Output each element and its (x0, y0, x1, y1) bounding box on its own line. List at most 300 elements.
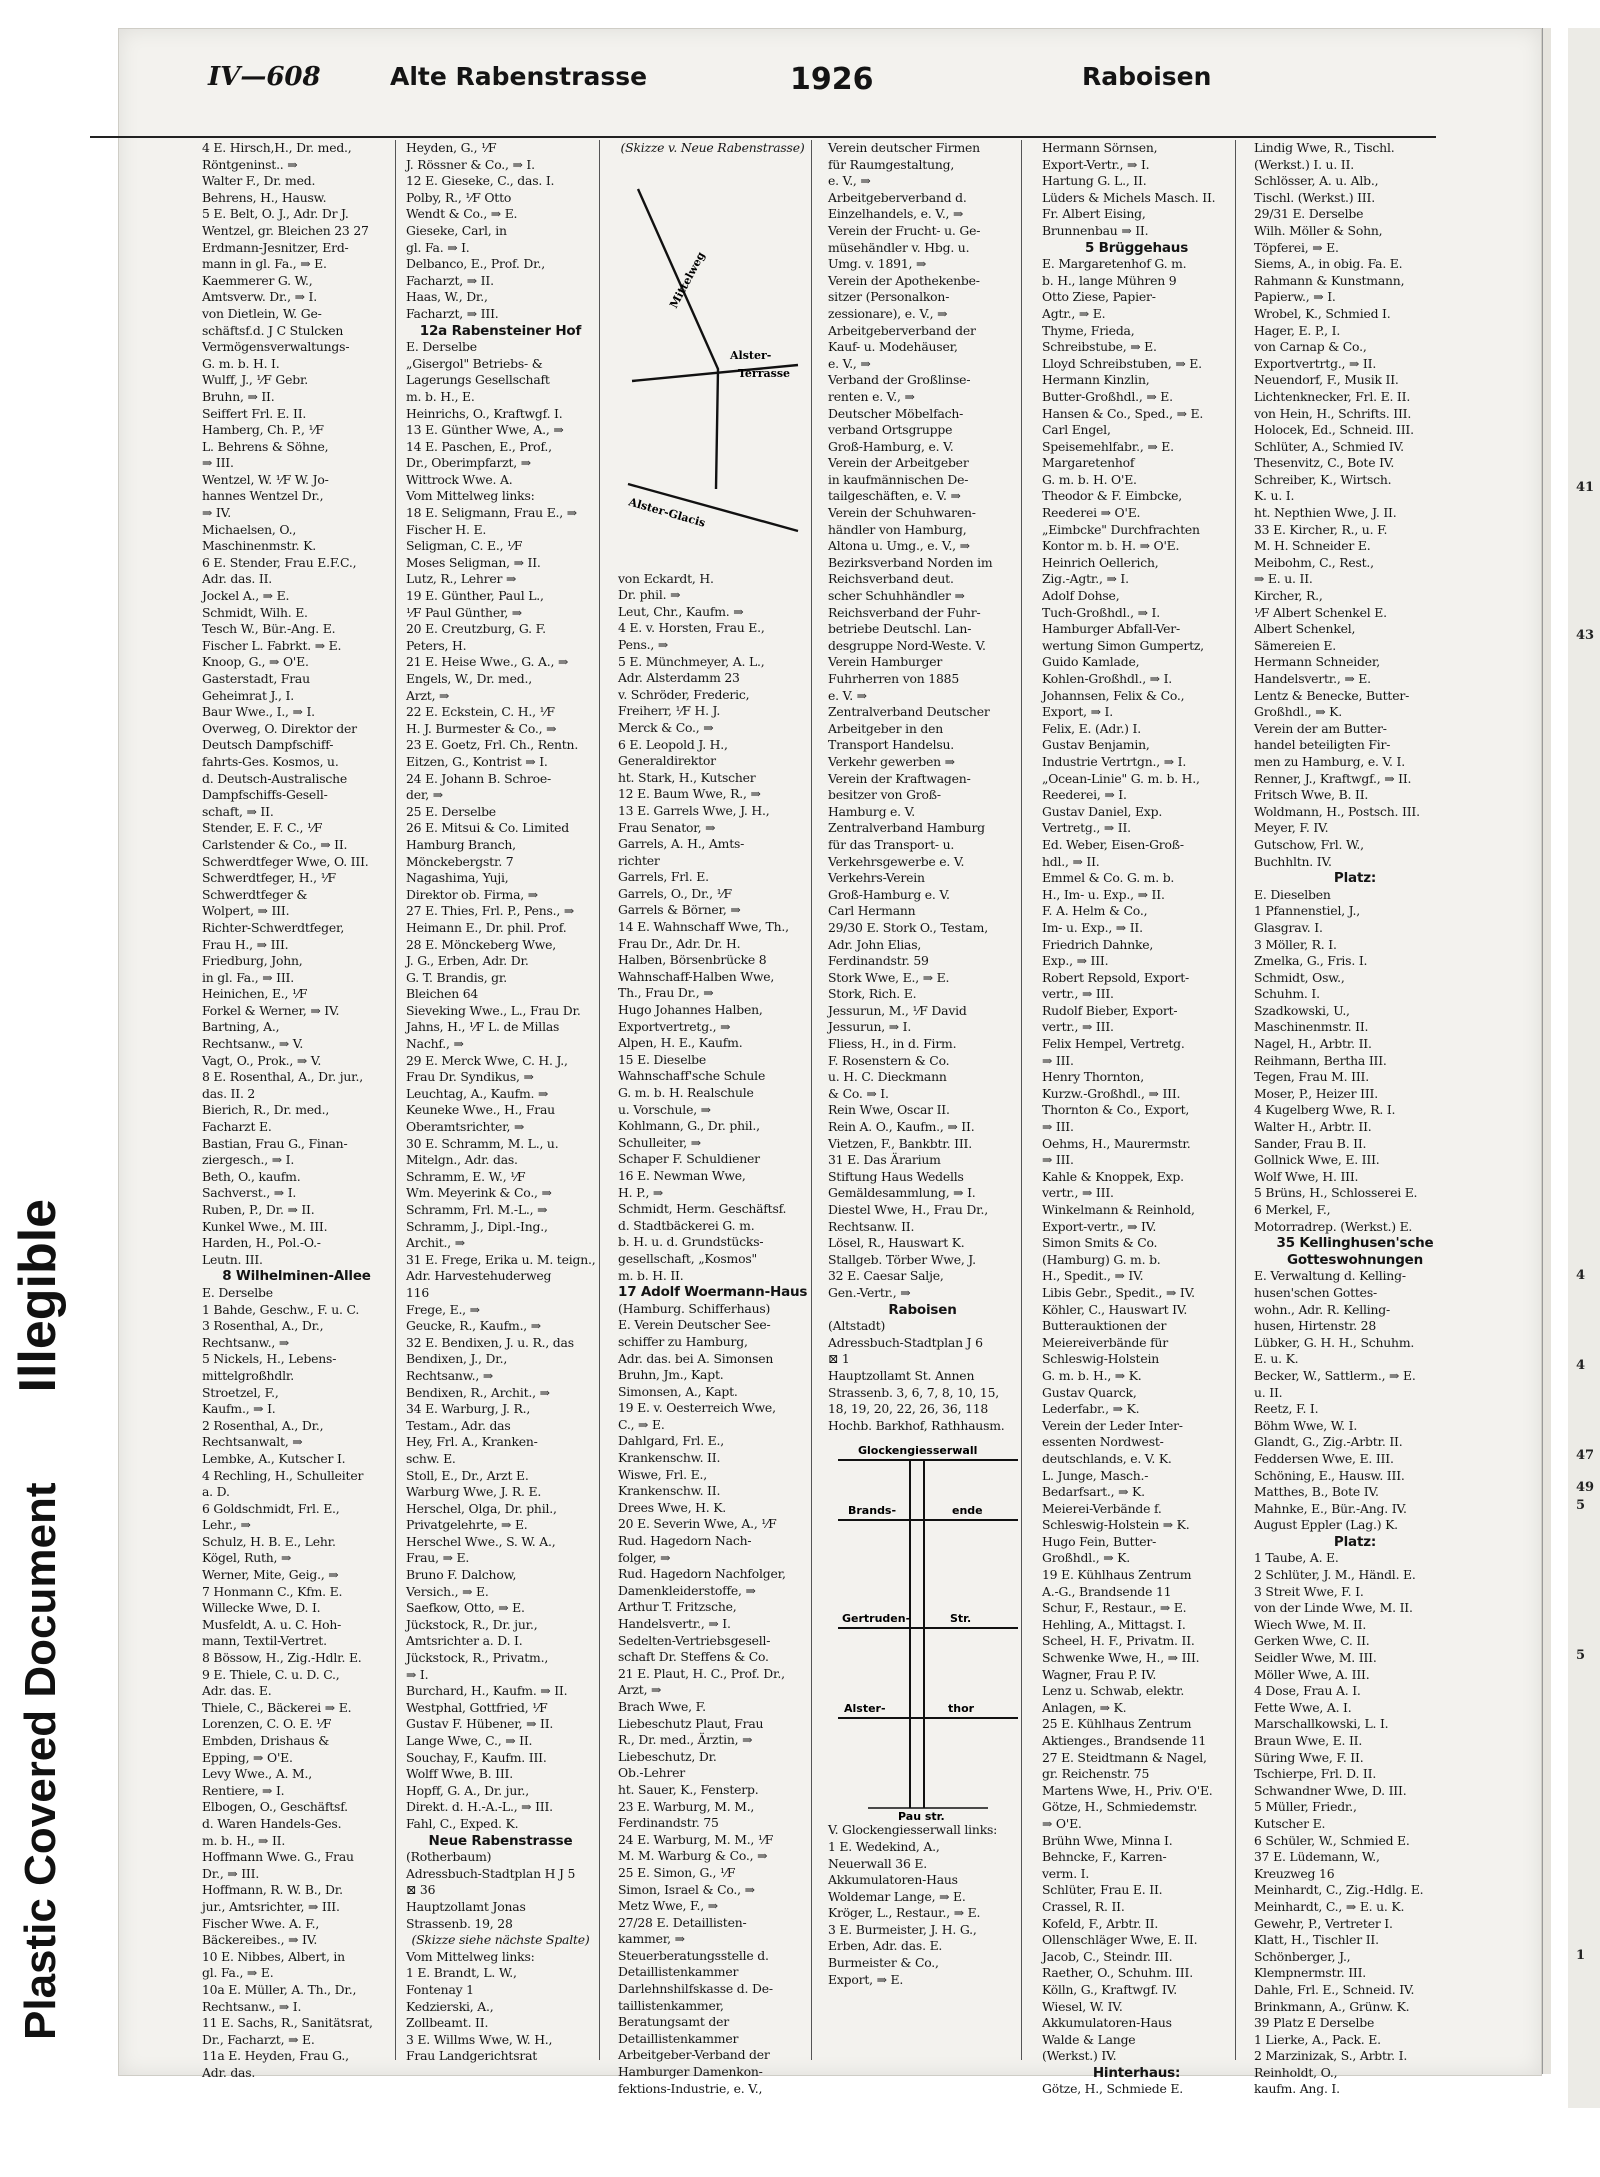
directory-entry: Export, ⇒ E. (828, 1971, 904, 1987)
directory-entry: Winkelmann & Reinhold, (1042, 1202, 1195, 1217)
raboisen-sketch-svg (828, 1438, 1028, 1824)
directory-entry: Frau Dr., Adr. Dr. H. (618, 935, 741, 951)
directory-entry: Frau Senator, ⇒ (618, 819, 716, 835)
directory-entry: 2 Marzinizak, S., Arbtr. I. (1254, 2048, 1408, 2064)
directory-entry: Gemäldesammlung, ⇒ I. (828, 1185, 976, 1201)
directory-entry: Wolpert, ⇒ III. (202, 903, 290, 919)
directory-entry: Hamburger Abfall-Ver- (1042, 621, 1181, 637)
directory-entry: Klatt, H., Tischler II. (1254, 1932, 1379, 1948)
directory-entry: Elbogen, O., Geschäftsf. (202, 1799, 348, 1815)
directory-entry: Wrobel, K., Schmied I. (1254, 305, 1391, 321)
directory-entry: Walter F., Dr. med. (202, 173, 316, 189)
strip-fragment: 5 (1576, 1498, 1586, 1513)
directory-entry: Fischer L. Fabrkt. ⇒ E. (202, 637, 342, 653)
plastic-covered-label (8, 1199, 68, 2040)
directory-entry: Wolf Wwe, H. III. (1254, 1168, 1359, 1184)
directory-entry: Holocek, Ed., Schneid. III. (1254, 422, 1414, 438)
directory-entry: Verein der Arbeitgeber (828, 455, 969, 471)
directory-entry: Kauf- u. Modehäuser, (828, 339, 958, 355)
directory-entry: Robert Repsold, Export- (1042, 969, 1189, 985)
directory-entry: Seiffert Frl. E. II. (202, 405, 307, 421)
directory-entry: Adr. das. II. (202, 571, 273, 587)
directory-entry: Adr. das. E. (202, 1683, 272, 1699)
directory-entry: Speisemehlfabr., ⇒ E. (1042, 438, 1174, 454)
directory-entry: Burmeister & Co., (828, 1955, 939, 1971)
directory-entry: gesellschaft, „Kosmos" (618, 1250, 758, 1266)
directory-entry: Glasgrav. I. (1254, 919, 1323, 935)
directory-entry: Krankenschw. II. (618, 1450, 721, 1466)
directory-entry: Henry Thornton, (1042, 1069, 1144, 1085)
directory-entry: Deutscher Möbelfach- (828, 405, 964, 421)
directory-entry: scher Schuhhändler ⇒ (828, 588, 965, 604)
directory-entry: deutschlands, e. V. K. (1042, 1450, 1172, 1466)
directory-entry: 116 (406, 1284, 430, 1300)
directory-entry: Strassenb. 19, 28 (406, 1915, 513, 1931)
directory-entry: mann in gl. Fa., ⇒ E. (202, 256, 327, 272)
directory-entry: Verein der Schuhwaren- (828, 505, 976, 521)
directory-entry: Verein der Leder Inter- (1042, 1417, 1183, 1433)
directory-entry: Wagner, Frau P. IV. (1042, 1666, 1157, 1682)
directory-entry: Feddersen Wwe, E. III. (1254, 1450, 1394, 1466)
directory-entry: Albert Schenkel, (1254, 621, 1356, 637)
directory-entry: 19 E. Günther, Paul L., (406, 588, 544, 604)
directory-entry: Polby, R., ⅟F Otto (406, 189, 512, 205)
directory-entry: 6 Schüler, W., Schmied E. (1254, 1832, 1410, 1848)
strip-fragment: 49 (1576, 1480, 1595, 1495)
directory-entry: Frau Dr. Syndikus, ⇒ (406, 1069, 534, 1085)
directory-entry: Fahl, C., Exped. K. (406, 1815, 519, 1831)
directory-entry: 4 Rechling, H., Schulleiter (202, 1467, 364, 1483)
directory-entry: Verband der Großlinse- (828, 372, 971, 388)
directory-entry: Braun Wwe, E. II. (1254, 1733, 1363, 1748)
directory-entry: 27/28 E. Detaillisten- (618, 1914, 747, 1930)
directory-entry: Walter H., Arbtr. II. (1254, 1119, 1372, 1135)
directory-entry: 13 E. Günther Wwe, A., ⇒ (406, 422, 564, 438)
directory-entry: Siems, A., in obig. Fa. E. (1254, 256, 1403, 272)
directory-entry: Warburg Wwe, J. R. E. (406, 1484, 542, 1500)
directory-entry: A.-G., Brandsende 11 (1042, 1583, 1172, 1599)
directory-entry: Martens Wwe, H., Priv. O'E. (1042, 1782, 1213, 1798)
directory-entry: 12 E. Gieseke, C., das. I. (406, 173, 555, 189)
directory-entry: Liebeschutz Plaut, Frau (618, 1715, 764, 1731)
directory-entry: richter (618, 852, 660, 868)
directory-entry: taillistenkammer, (618, 1997, 724, 2013)
directory-entry: 7 Honmann C., Kfm. E. (202, 1583, 343, 1599)
directory-entry: Schramm, E. W., ⅟F (406, 1168, 526, 1184)
directory-entry: Testam., Adr. das (406, 1417, 511, 1433)
directory-entry: Kahle & Knoppek, Exp. (1042, 1168, 1184, 1184)
directory-entry: Heinrichs, O., Kraftwgf. I. (406, 405, 563, 421)
strip-fragment: 47 (1576, 1448, 1595, 1463)
directory-entry: mittelgroßhdlr. (202, 1367, 294, 1383)
directory-entry: K. u. I. (1254, 488, 1295, 504)
directory-entry: Beratungsamt der (618, 2014, 730, 2030)
directory-entry: Rentiere, ⇒ I. (202, 1782, 285, 1798)
directory-entry: Knoop, G., ⇒ O'E. (202, 654, 309, 670)
directory-entry: Verkehrsgewerbe e. V. (828, 853, 965, 869)
directory-entry: Facharzt, ⇒ II. (406, 272, 494, 288)
directory-entry: Groß-Hamburg, e. V. (828, 438, 954, 454)
directory-entry: 20 E. Creutzburg, G. F. (406, 621, 546, 637)
directory-entry: von Carnap & Co., (1254, 339, 1367, 355)
directory-entry: Nagel, H., Arbtr. II. (1254, 1036, 1372, 1052)
directory-entry: Forkel & Werner, ⇒ IV. (202, 1002, 340, 1018)
directory-entry: 26 E. Mitsui & Co. Limited (406, 820, 570, 836)
directory-entry: Versich., ⇒ E. (406, 1583, 489, 1599)
directory-entry: 19 E. Kühlhaus Zentrum (1042, 1567, 1192, 1583)
directory-entry: E. Margaretenhof G. m. (1042, 256, 1187, 272)
directory-entry: Seidler Wwe, M. III. (1254, 1650, 1377, 1666)
directory-entry: 6 E. Leopold J. H., (618, 736, 728, 752)
directory-entry: Meinhardt, C., ⇒ E. u. K. (1254, 1898, 1405, 1914)
directory-entry: Damenkleiderstoffe, ⇒ (618, 1582, 756, 1598)
directory-entry: Friedburg, John, (202, 953, 303, 969)
directory-entry: M. H. Schneider E. (1254, 538, 1371, 554)
directory-entry: Raboisen (888, 1301, 957, 1318)
directory-entry: Levy Wwe., A. M., (202, 1766, 312, 1782)
directory-entry: m. b. H., E. (406, 388, 475, 404)
directory-entry: Schulleiter, ⇒ (618, 1134, 701, 1150)
directory-entry: Wolff Wwe, B. III. (406, 1766, 513, 1782)
directory-entry: 3 Streit Wwe, F. I. (1254, 1583, 1364, 1599)
directory-entry: Theodor & F. Eimbcke, (1042, 488, 1183, 504)
directory-entry: Richter-Schwerdtfeger, (202, 919, 345, 935)
directory-entry: d. Stadtbäckerei G. m. (618, 1217, 755, 1233)
directory-entry: E. Verein Deutscher See- (618, 1317, 771, 1333)
directory-entry: Moses Seligman, ⇒ II. (406, 554, 541, 570)
directory-entry: e. V., ⇒ (828, 355, 871, 371)
directory-entry: J. G., Erben, Adr. Dr. (406, 953, 529, 969)
directory-entry: ⇒ IV. (202, 505, 231, 521)
directory-entry: Platz: (1333, 870, 1377, 887)
directory-entry: Szadkowski, U., (1254, 1002, 1350, 1018)
directory-entry: Rahmann & Kunstmann, (1254, 272, 1405, 288)
directory-entry: Adr. das. (202, 2064, 256, 2080)
map-label: Alster- (730, 348, 772, 362)
directory-entry: Transport Handelsu. (828, 737, 955, 753)
map-label: Alster-Glacis (627, 494, 707, 530)
directory-entry: Zmelka, G., Fris. I. (1254, 953, 1368, 969)
directory-entry: 6 E. Stender, Frau E.F.C., (202, 554, 357, 570)
directory-entry: Woldemar Lange, ⇒ E. (828, 1888, 966, 1904)
directory-entry: 15 E. Dieselbe (618, 1051, 706, 1067)
directory-entry: Adr. Harvestehuderweg (406, 1268, 552, 1284)
directory-entry: 5 E. Belt, O. J., Adr. Dr J. (202, 206, 349, 222)
directory-entry: gr. Reichenstr. 75 (1042, 1766, 1150, 1782)
directory-entry: Jockel A., ⇒ E. (202, 588, 290, 604)
directory-entry: Lutz, R., Lehrer ⇒ (406, 571, 517, 587)
directory-entry: 1 Bahde, Geschw., F. u. C. (202, 1301, 360, 1317)
directory-entry: Tischl. (Werkst.) III. (1254, 189, 1375, 205)
directory-entry: Fette Wwe, A. I. (1254, 1699, 1352, 1715)
directory-entry: Rud. Hagedorn Nach- (618, 1533, 752, 1549)
directory-entry: renten e. V., ⇒ (828, 388, 915, 404)
directory-entry: für das Transport- u. (828, 836, 955, 852)
directory-entry: 18, 19, 20, 22, 26, 36, 118 (828, 1401, 989, 1417)
directory-entry: Vom Mittelweg links: (406, 1948, 535, 1964)
directory-entry: 14 E. Paschen, E., Prof., (406, 438, 552, 454)
directory-entry: Verkehr gewerben ⇒ (828, 753, 955, 769)
directory-entry: E. Derselbe (202, 1284, 273, 1300)
directory-entry: 34 E. Warburg, J. R., (406, 1401, 531, 1417)
directory-entry: sitzer (Personalkon- (828, 289, 950, 305)
directory-entry: Gustav F. Hübener, ⇒ II. (406, 1716, 554, 1732)
directory-entry: Detaillistenkammer (618, 1964, 739, 1980)
directory-entry: 11a E. Heyden, Frau G., (202, 2048, 349, 2064)
directory-entry: 37 E. Lüdemann, W., (1254, 1849, 1380, 1865)
directory-entry: Groß-Hamburg e. V. (828, 886, 950, 902)
directory-entry: Privatgelehrte, ⇒ E. (406, 1517, 528, 1533)
directory-entry: Glandt, G., Zig.-Arbtr. II. (1254, 1434, 1403, 1450)
directory-entry: Maschinenmstr. K. (202, 538, 316, 554)
directory-entry: Ferdinandstr. 59 (828, 953, 929, 969)
directory-entry: Export, ⇒ I. (1042, 704, 1113, 720)
directory-entry: von Dietlein, W. Ge- (202, 305, 322, 321)
directory-entry: Arbeitgeberverband der (828, 322, 976, 338)
directory-entry: Simon, Israel & Co., ⇒ (618, 1881, 755, 1897)
directory-entry: Rechtsanw. II. (828, 1218, 915, 1234)
directory-entry: 6 Goldschmidt, Frl. E., (202, 1500, 340, 1516)
directory-entry: Adressbuch-Stadtplan H J 5 (406, 1865, 576, 1881)
directory-entry: Lindig Wwe, R., Tischl. (1254, 140, 1395, 155)
directory-entry: b. H. u. d. Grundstücks- (618, 1234, 764, 1250)
directory-entry: 33 E. Kircher, R., u. F. (1254, 521, 1388, 537)
directory-entry: Jückstock, R., Privatm., (406, 1650, 549, 1666)
directory-entry: Schur, F., Restaur., ⇒ E. (1042, 1600, 1187, 1616)
directory-entry: mann, Textil-Vertret. (202, 1633, 327, 1649)
directory-entry: Papierw., ⇒ I. (1254, 289, 1336, 305)
directory-entry: C., ⇒ E. (618, 1416, 665, 1432)
directory-entry: Emmel & Co. G. m. b. (1042, 870, 1175, 886)
directory-entry: Schreiber, K., Wirtsch. (1254, 471, 1392, 487)
directory-entry: Burchard, H., Kaufm. ⇒ II. (406, 1683, 568, 1699)
directory-entry: Nachf., ⇒ (406, 1036, 464, 1052)
directory-entry: Hugo Fein, Butter- (1042, 1533, 1157, 1549)
map-caption: (Skizze v. Neue Rabenstrasse) (620, 140, 805, 155)
directory-entry: Fuhrherren von 1885 (828, 671, 960, 686)
directory-entry: Simon Smits & Co. (1042, 1235, 1158, 1251)
directory-entry: Kröger, L., Restaur., ⇒ E. (828, 1905, 981, 1921)
directory-entry: essenten Nordwest- (1042, 1434, 1164, 1450)
directory-entry: Frau H., ⇒ III. (202, 936, 289, 952)
directory-entry: H. J. Burmester & Co., ⇒ (406, 720, 557, 736)
strip-fragment: 1 (1576, 1948, 1586, 1963)
directory-entry: Zentralverband Hamburg (828, 820, 985, 836)
directory-entry: Carl Engel, (1042, 422, 1111, 438)
directory-entry: Altona u. Umg., e. V., ⇒ (828, 538, 970, 554)
directory-entry: Adr. Alsterdamm 23 (618, 670, 740, 686)
directory-entry: Gen.-Vertr., ⇒ (828, 1284, 911, 1300)
directory-entry: 16 E. Newman Wwe, (618, 1167, 746, 1183)
directory-entry: husen, Hirtenstr. 28 (1254, 1318, 1377, 1334)
directory-entry: Lenz u. Schwab, elektr. (1042, 1683, 1185, 1699)
directory-entry: a. D. (202, 1484, 230, 1500)
directory-entry: L. Behrens & Söhne, (202, 438, 329, 454)
directory-entry: Aktienges., Brandsende 11 (1042, 1733, 1207, 1748)
directory-entry: 25 E. Simon, G., ⅟F (618, 1864, 736, 1880)
directory-entry: desgruppe Nord-Weste. V. (828, 637, 986, 653)
directory-entry: Handelsvertr., ⇒ I. (618, 1616, 731, 1631)
directory-entry: Werner, Mite, Geig., ⇒ (202, 1567, 339, 1583)
directory-entry: Wulff, J., ⅟F Gebr. (202, 372, 309, 388)
directory-entry: Hauptzollamt Jonas (406, 1898, 526, 1914)
map-label: Terrasse (738, 366, 791, 380)
directory-entry: Töpferei, ⇒ E. (1254, 239, 1339, 255)
directory-entry: Otto Ziese, Papier- (1042, 289, 1156, 305)
directory-entry: Zentralverband Deutscher (828, 704, 990, 720)
directory-entry: Tuch-Großhdl., ⇒ I. (1042, 604, 1160, 620)
directory-entry: händler von Hamburg, (828, 521, 967, 537)
strip-fragment: 5 (1576, 1648, 1586, 1663)
directory-entry: Kögel, Ruth, ⇒ (202, 1550, 292, 1566)
directory-entry: Margaretenhof (1042, 455, 1135, 471)
directory-entry: Heimann E., Dr. phil. Prof. (406, 919, 567, 935)
directory-entry: tailgeschäften, e. V. ⇒ (828, 488, 961, 504)
directory-entry: Kofeld, F., Arbtr. II. (1042, 1915, 1159, 1931)
directory-entry: Exportvertrtg., ⇒ II. (1254, 355, 1377, 371)
directory-entry: 8 Bössow, H., Zig.-Hdlr. E. (202, 1650, 362, 1666)
directory-entry: Kircher, R., (1254, 588, 1323, 604)
directory-entry: Behrens, H., Hausw. (202, 189, 327, 205)
directory-entry: (Altstadt) (828, 1318, 886, 1334)
directory-entry: Woldmann, H., Postsch. III. (1254, 803, 1420, 819)
directory-entry: ⅟F Albert Schenkel E. (1254, 604, 1387, 620)
directory-entry: „Ocean-Linie" G. m. b. H., (1042, 770, 1200, 786)
directory-entry: Schaper F. Schuldiener (618, 1151, 760, 1167)
directory-entry: 6 Merkel, F., (1254, 1202, 1331, 1217)
directory-entry: Lösel, R., Hauswart K. (828, 1235, 965, 1251)
directory-entry: 9 E. Thiele, C. u. D. C., (202, 1666, 340, 1682)
directory-entry: Schwerdtfeger, H., ⅟F (202, 870, 336, 886)
sidebar-label-illegible: Illegible (9, 1198, 67, 1393)
directory-entry: 21 E. Plaut, H. C., Prof. Dr., (618, 1665, 785, 1681)
directory-entry: Hermann Kinzlin, (1042, 372, 1150, 388)
directory-entry: Garrels, A. H., Amts- (618, 836, 745, 852)
directory-entry: Guido Kamlade, (1042, 654, 1140, 670)
directory-entry: 32 E. Caesar Salje, (828, 1268, 944, 1284)
directory-entry: Leut, Chr., Kaufm. ⇒ (618, 603, 744, 619)
directory-entry: Schramm, J., Dipl.-Ing., (406, 1218, 548, 1234)
directory-entry: 4 E. Hirsch,H., Dr. med., (202, 140, 352, 155)
directory-entry: Hauptzollamt St. Annen (828, 1367, 975, 1383)
directory-entry: 1 E. Wedekind, A., (828, 1838, 940, 1854)
directory-entry: Maschinenmstr. II. (1254, 1019, 1369, 1035)
directory-entry: Dr. phil. ⇒ (618, 587, 681, 603)
directory-entry: Kölln, G., Kraftwgf. IV. (1042, 1981, 1177, 1997)
directory-entry: von der Linde Wwe, M. II. (1254, 1600, 1413, 1616)
directory-entry: vertr., ⇒ III. (1042, 986, 1114, 1002)
directory-entry: Schmidt, Wilh. E. (202, 604, 308, 620)
directory-entry: Meiereiverbände für (1042, 1334, 1168, 1350)
directory-entry: 35 Kellinghusen'sche (1276, 1235, 1434, 1252)
directory-entry: 32 E. Bendixen, J. u. R., das (406, 1334, 574, 1350)
directory-entry: folger, ⇒ (618, 1549, 671, 1565)
directory-entry: Hugo Johannes Halben, (618, 1002, 763, 1018)
directory-entry: Rein A. O., Kaufm., ⇒ II. (828, 1119, 975, 1135)
directory-entry: H., Spedit., ⇒ IV. (1042, 1268, 1144, 1284)
directory-entry: Mitelgn., Adr. das. (406, 1152, 518, 1168)
directory-entry: Meierei-Verbände f. (1042, 1500, 1162, 1516)
directory-entry: Fr. Albert Eising, (1042, 206, 1146, 222)
directory-entry: Leuchtag, A., Kaufm. ⇒ (406, 1085, 549, 1101)
directory-entry: 10a E. Müller, A. Th., Dr., (202, 1981, 357, 1997)
column-4 (824, 140, 1022, 2060)
directory-entry: Götze, H., Schmiedemstr. (1042, 1799, 1198, 1815)
directory-entry: Stallgeb. Törber Wwe, J. (828, 1251, 976, 1267)
directory-entry: Hager, E. P., I. (1254, 322, 1341, 338)
directory-entry: Stoll, E., Dr., Arzt E. (406, 1467, 529, 1483)
directory-entry: Hermann Sörnsen, (1042, 140, 1158, 155)
directory-entry: Bastian, Frau G., Finan- (202, 1135, 348, 1151)
directory-entry: Schlüter, Frau E. II. (1042, 1882, 1163, 1898)
directory-entry: Stork Wwe, E., ⇒ E. (828, 969, 950, 985)
directory-entry: Rud. Hagedorn Nachfolger, (618, 1566, 786, 1582)
directory-entry: Vietzen, F., Bankbtr. III. (828, 1135, 972, 1151)
directory-entry: Frau, ⇒ E. (406, 1550, 470, 1566)
directory-entry: Reichsverband deut. (828, 571, 954, 587)
directory-entry: 3 Möller, R. I. (1254, 936, 1337, 952)
directory-entry: 1 Lierke, A., Pack. E. (1254, 2031, 1381, 2047)
directory-entry: Stiftung Haus Wedells (828, 1168, 964, 1184)
directory-entry: Garrels & Börner, ⇒ (618, 902, 741, 918)
directory-entry: Schmidt, Herm. Geschäftsf. (618, 1201, 787, 1217)
directory-entry: Lehr., ⇒ (202, 1517, 251, 1533)
directory-entry: Kutscher E. (1254, 1815, 1326, 1831)
directory-entry: 14 E. Wahnschaff Wwe, Th., (618, 919, 789, 935)
directory-entry: 1 Taube, A. E. (1254, 1550, 1339, 1566)
directory-entry: ⇒ E. u. II. (1254, 571, 1313, 587)
directory-entry: Reichsverband der Fuhr- (828, 604, 981, 620)
directory-entry: 5 Nickels, H., Lebens- (202, 1351, 337, 1367)
directory-entry: Mahnke, E., Bür.-Ang. IV. (1254, 1500, 1407, 1516)
directory-entry: Garrels, Frl. E. (618, 869, 709, 885)
directory-entry: 21 E. Heise Wwe., G. A., ⇒ (406, 654, 569, 670)
directory-entry: Schöning, E., Hausw. III. (1254, 1467, 1405, 1483)
directory-entry: V. Glockengiesserwall links: (828, 1822, 998, 1838)
directory-entry: Arbeitgeber-Verband der (618, 2047, 770, 2063)
directory-entry: Stender, E. F. C., ⅟F (202, 820, 323, 836)
directory-entry: 29 E. Merck Wwe, C. H. J., (406, 1052, 568, 1068)
directory-entry: Götze, H., Schmiede E. (1042, 2081, 1183, 2097)
directory-entry: Hoffmann Wwe. G., Frau (202, 1849, 354, 1865)
directory-entry: ⇒ III. (1042, 1119, 1074, 1135)
directory-entry: Arthur T. Fritzsche, (618, 1599, 737, 1615)
directory-entry: Tschierpe, Frl. D. II. (1254, 1766, 1377, 1782)
directory-entry: ht. Sauer, K., Fensterp. (618, 1781, 759, 1797)
directory-entry: 28 E. Mönckeberg Wwe, (406, 936, 557, 952)
directory-entry: verband Ortsgruppe (828, 422, 953, 438)
directory-entry: F. Rosenstern & Co. (828, 1052, 950, 1068)
directory-entry: E. Derselbe (406, 339, 477, 355)
directory-entry: Röntgeninst.. ⇒ (202, 156, 298, 172)
directory-entry: Schulz, H. B. E., Lehr. (202, 1533, 336, 1549)
directory-entry: Lembke, A., Kutscher I. (202, 1450, 346, 1466)
directory-entry: Ferdinandstr. 75 (618, 1815, 719, 1831)
directory-entry: Wahnschaff'sche Schule (618, 1068, 766, 1084)
directory-entry: Bartning, A., (202, 1019, 280, 1035)
directory-entry: Wittrock Wwe. A. (406, 471, 513, 487)
directory-entry: (Rotherbaum) (406, 1849, 492, 1865)
directory-entry: Schönberger, J., (1254, 1948, 1351, 1964)
directory-entry: G. T. Brandis, gr. (406, 969, 508, 985)
directory-entry: Neuerwall 36 E. (828, 1855, 927, 1871)
directory-entry: Generaldirektor (618, 753, 716, 769)
directory-entry: Rechtsanw., ⇒ I. (202, 1998, 302, 2014)
directory-entry: Kedzierski, A., (406, 1998, 494, 2014)
map-label: ende (952, 1504, 983, 1518)
directory-entry: Kaufm., ⇒ I. (202, 1401, 276, 1417)
directory-entry: hdl., ⇒ II. (1042, 853, 1100, 869)
